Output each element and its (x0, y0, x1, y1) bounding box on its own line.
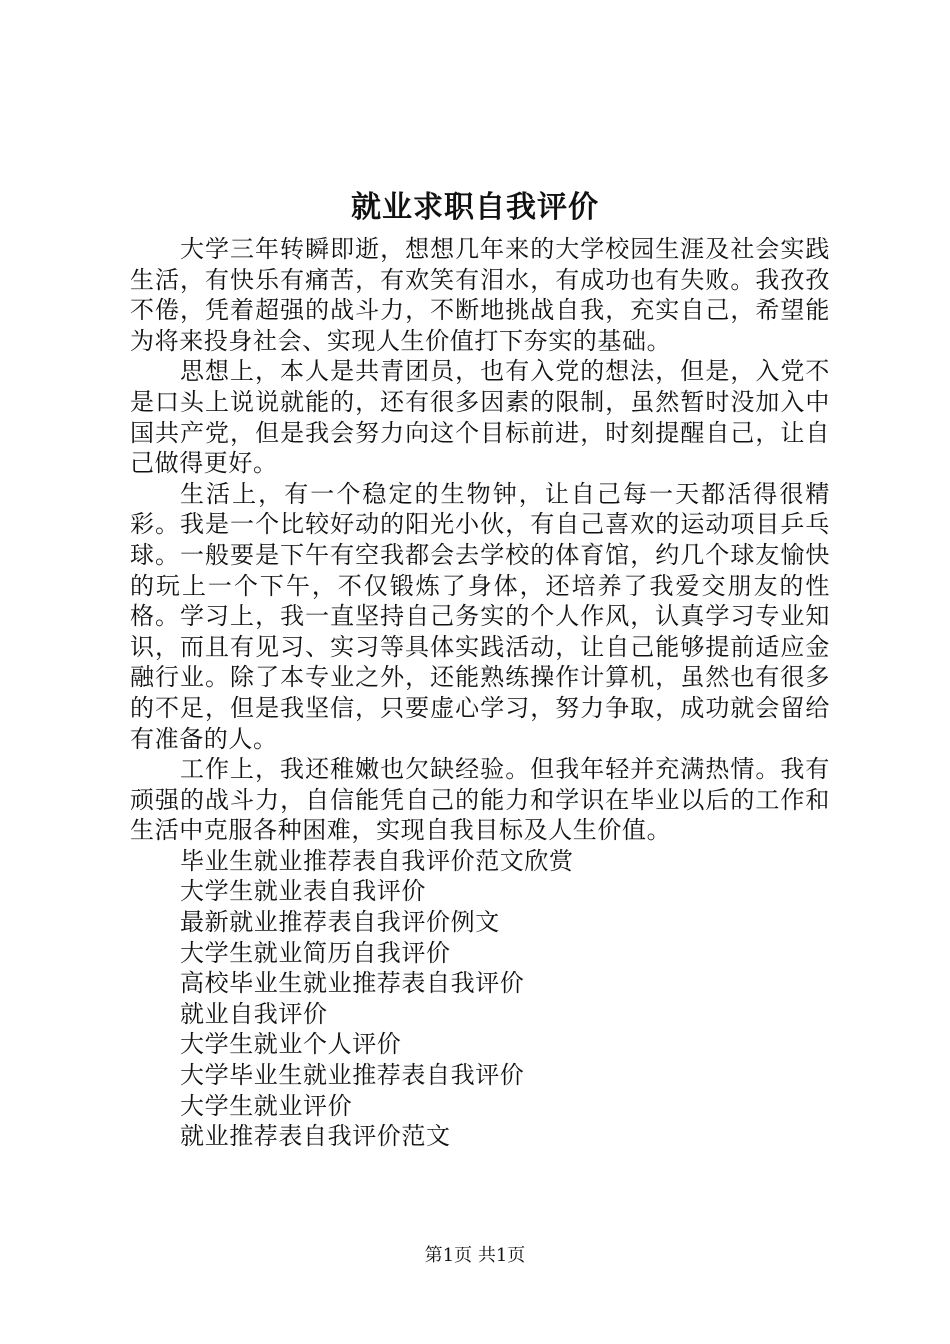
page-footer: 第1页 共1页 (424, 1245, 526, 1266)
paragraph-life: 生活上，有一个稳定的生物钟，让自己每一天都活得很精彩。我是一个比较好动的阳光小伙，有自己喜欢的运动项目乒乓球。一般要是下午有空我都会去学校的体育馆，约几个球友愉快的玩上一个下午，不仅锻炼了身体，还培养了我爱交朋友的性格。学习上，我一直坚持自己务实的个人作风，认真学习专业知识，而且有见习、实习等具体实践活动，让自己能够提前适应金融行业。除了本专业之外，还能熟练操作计算机，虽然也有很多的不足，但是我坚信，只要虚心学习，努力争取，成功就会留给有准备的人。 (130, 479, 830, 753)
related-links-list (130, 846, 830, 1152)
paragraph-intro: 大学三年转瞬即逝，想想几年来的大学校园生涯及社会实践生活，有快乐有痛苦，有欢笑有泪水，有成功也有失败。我孜孜不倦，凭着超强的战斗力，不断地挑战自我，充实自己，希望能为将来投身社会、实现人生价值打下夯实的基础。 (130, 235, 830, 355)
related-link[interactable]: 大学生就业表自我评价 (180, 877, 426, 906)
related-link[interactable]: 高校毕业生就业推荐表自我评价 (180, 969, 525, 998)
related-link[interactable]: 最新就业推荐表自我评价例文 (180, 908, 500, 937)
paragraph-work: 工作上，我还稚嫩也欠缺经验。但我年轻并充满热情。我有顽强的战斗力，自信能凭自己的能力和学识在毕业以后的工作和生活中克服各种困难，实现自我目标及人生价值。 (130, 755, 830, 845)
related-link[interactable]: 大学生就业个人评价 (180, 1030, 402, 1059)
related-link[interactable]: 就业推荐表自我评价范文 (180, 1122, 451, 1151)
document-body (130, 234, 830, 1152)
related-link[interactable]: 大学生就业简历自我评价 (180, 938, 451, 967)
related-link[interactable]: 大学生就业评价 (180, 1091, 353, 1120)
related-link[interactable]: 毕业生就业推荐表自我评价范文欣赏 (180, 846, 574, 875)
related-link[interactable]: 就业自我评价 (180, 999, 328, 1028)
paragraph-thought: 思想上，本人是共青团员，也有入党的想法，但是，入党不是口头上说说就能的，还有很多因素的限制，虽然暂时没加入中国共产党，但是我会努力向这个目标前进，时刻提醒自己，让自己做得更好。 (130, 357, 830, 478)
related-link[interactable]: 大学毕业生就业推荐表自我评价 (180, 1061, 525, 1090)
document-title: 就业求职自我评价 (351, 190, 599, 225)
